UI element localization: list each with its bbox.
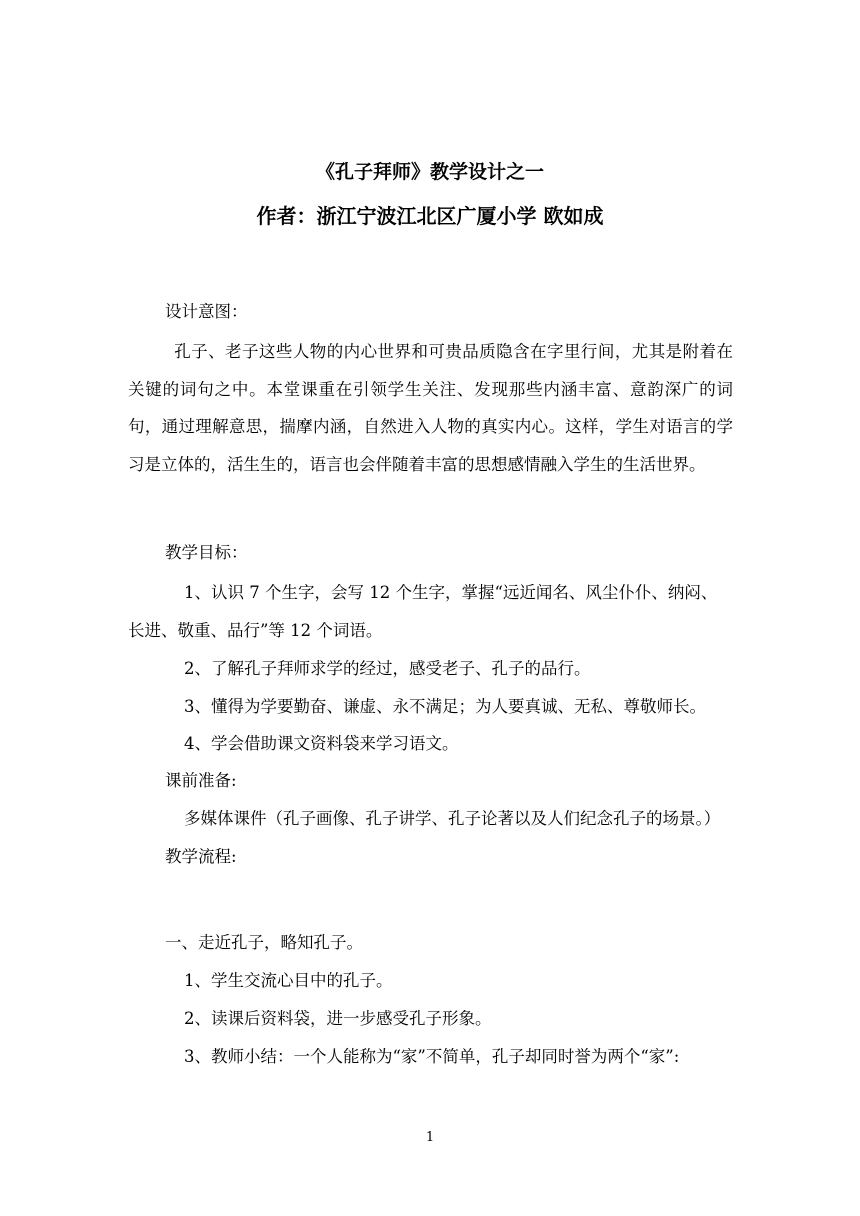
page-number: 1: [425, 1130, 435, 1145]
author-line: 作者：浙江宁波江北区广厦小学 欧如成: [256, 204, 604, 228]
goal-3: 3、懂得为学要勤奋、谦虚、永不满足；为人要真诚、无私、尊敬师长。: [184, 697, 706, 716]
preparation-content: 多媒体课件（孔子画像、孔子讲学、孔子论著以及人们纪念孔子的场景。）: [184, 809, 721, 828]
document-title: 《孔子拜师》教学设计之一: [315, 161, 544, 183]
process-step-3: 3、教师小结：一个人能称为“家”不简单，孔子却同时誉为两个“家”:: [184, 1047, 680, 1066]
design-intent-paragraph: 孔子、老子这些人物的内心世界和可贵品质隐含在字里行间，尤其是附着在关键的词句之中。本堂课重在引领学生关注、发现那些内涵丰富、意韵深广的词句，通过理解意思，揣摩内涵，自然进入人物的真实内心。这样，学生对语言的学习是立体的，活生生的，语言也会伴随着丰富的思想感情融入学生的生活世界。: [128, 342, 733, 474]
goal-1-line-1: 1、认识 7 个生字，会写 12 个生字，掌握“远近闻名、风尘仆仆、纳闷、: [184, 583, 718, 602]
preparation-heading: 课前准备:: [165, 771, 237, 790]
process-section-1: 一、走近孔子，略知孔子。: [165, 933, 363, 952]
process-heading: 教学流程:: [165, 847, 237, 866]
goal-2: 2、了解孔子拜师求学的经过，感受老子、孔子的品行。: [184, 659, 591, 678]
process-step-2: 2、读课后资料袋，进一步感受孔子形象。: [184, 1009, 492, 1028]
goal-4: 4、学会借助课文资料袋来学习语文。: [184, 734, 459, 753]
goal-1-line-2: 长进、敬重、品行”等 12 个词语。: [128, 621, 383, 640]
teaching-goals-heading: 教学目标：: [165, 543, 248, 562]
process-step-1: 1、学生交流心目中的孔子。: [184, 971, 393, 990]
design-intent-heading: 设计意图：: [165, 302, 248, 321]
